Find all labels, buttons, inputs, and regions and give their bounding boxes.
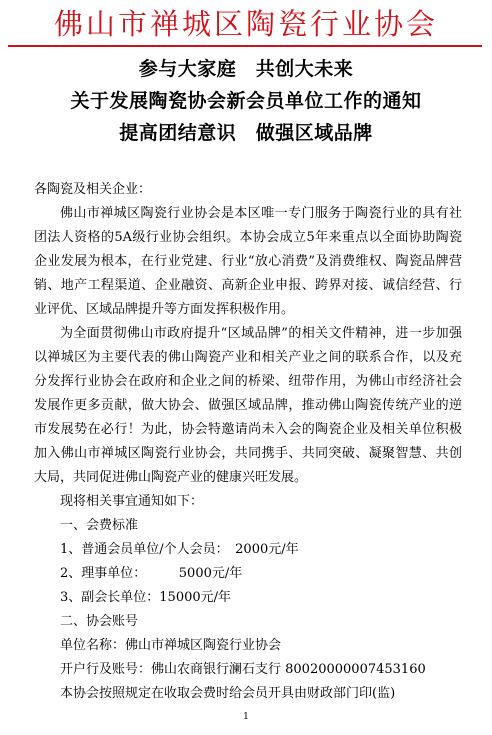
purpose-paragraph: 为全面贯彻佛山市政府提升“区域品牌”的相关文件精神，进一步加强以禅城区为主要代表的佛山陶瓷产业和相关产业之间的联系合作，以及充分发挥行业协会在政府和企业之间的桥梁、纽带作用，为佛山市经济社会发展作更多贡献，做大协会、做强区域品牌，推动佛山陶瓷传统产业的逆市发展势在必行！为此，协会特邀请尚未入会的陶瓷企业及相关单位积极加入佛山市禅城区陶瓷行业协会，共同携手、共同突破、凝聚智慧、共创大局，共同促进佛山陶瓷产业的健康兴旺发展。 (34, 326, 462, 485)
heading-line-1: 参与大家庭 共创大未来 (138, 58, 354, 80)
intro-paragraph: 佛山市禅城区陶瓷行业协会是本区唯一专门服务于陶瓷行业的具有社团法人资格的5A级行业协会组织。本协会成立5年来重点以全面协助陶瓷企业发展为根本，在行业党建、行业“放心消费”及消费维权、陶瓷品牌营销、地产工程渠道、企业融资、高新企业申报、跨界对接、诚信经营、行业评优、区域品牌提升等方面发挥积极作用。 (34, 206, 462, 317)
fee-item-director: 2、理事单位： 5000元/年 (60, 566, 243, 581)
fee-item-vice-president: 3、副会长单位：15000元/年 (60, 590, 232, 605)
invoice-note: 本协会按照规定在收取会费时给会员开具由财政部门印(监) (60, 686, 396, 701)
fee-item-regular: 1、普通会员单位/个人会员： 2000元/年 (60, 542, 299, 557)
heading-line-2: 关于发展陶瓷协会新会员单位工作的通知 (70, 90, 422, 112)
account-section-title: 二、协会账号 (60, 614, 139, 629)
heading-line-3: 提高团结意识 做强区域品牌 (119, 122, 373, 144)
notice-intro: 现将相关事宜通知如下： (60, 494, 204, 509)
organization-title: 佛山市禅城区陶瓷行业协会 (53, 7, 438, 41)
header-divider (8, 45, 482, 47)
notice-body (34, 178, 462, 706)
account-name: 单位名称：佛山市禅城区陶瓷行业协会 (60, 638, 282, 653)
salutation: 各陶瓷及相关企业： (34, 182, 152, 197)
fee-section-title: 一、会费标准 (60, 518, 139, 533)
account-bank: 开户行及账号：佛山农商银行澜石支行 80020000007453160 (60, 662, 426, 677)
page-number: 1 (243, 712, 249, 722)
